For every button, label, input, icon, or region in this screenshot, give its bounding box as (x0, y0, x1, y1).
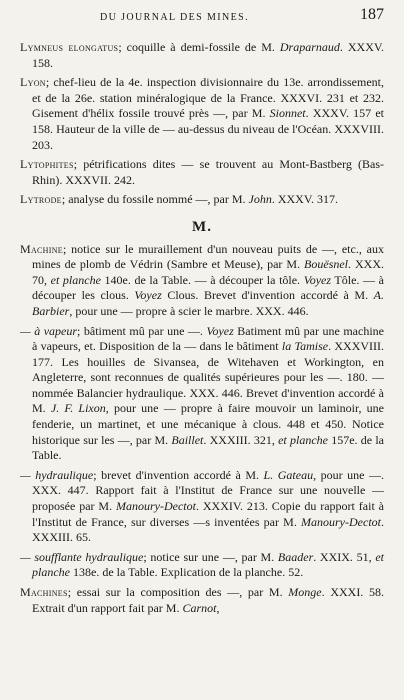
entry-text: Batiment mû par une machine à vapeurs, et. Disposition de la — dans le bâtiment (32, 323, 384, 354)
section-letter-m: M. (192, 218, 212, 235)
entry-ship: la Tamise (281, 339, 329, 354)
entry-author: John (248, 192, 272, 207)
entry-text: . XXXIII. 65. (32, 514, 384, 545)
entry-text: ; chef-lieu de la 4e. inspection divisionnaire du 13e. arrondissement, et de la 26e. station minéralogique de la France. XXXVI. 231 et 232. Gisement d'hélix fossile trouvé près —, par M. (32, 75, 384, 121)
entry-author: Manoury-Dectot (301, 514, 381, 529)
page-number: 187 (360, 6, 384, 23)
entry-text: . XXXIII. 321, (203, 432, 279, 447)
running-head: DU JOURNAL DES MINES. (100, 12, 250, 23)
entry-voyez: Voyez (303, 272, 332, 287)
entry-term: Lyon (20, 75, 46, 90)
entry-voyez: Voyez (206, 323, 234, 338)
entry-ref: . XXXV. 317. (271, 192, 338, 207)
entry-text: ; bâtiment mû par une —. (77, 323, 207, 338)
index-entry-machine-soufflante (20, 550, 384, 581)
entry-text: ; essai sur la composition des —, par M. (67, 585, 289, 599)
entry-author: L. Gateau (263, 467, 314, 482)
entry-author: Manoury-Dectot (116, 499, 196, 514)
index-entry-lyon (20, 75, 384, 153)
entry-text: , (216, 600, 220, 615)
entry-text: . XXX. 70, (32, 257, 384, 287)
page-header (0, 6, 404, 26)
entry-author: Carnot (182, 600, 217, 615)
entry-text: , pour une —. XXX. 447. Rapport fait à l'Institut de France sur une nouvelle — proposée par M. (32, 467, 385, 514)
index-entry-lytrode (20, 192, 384, 208)
entry-author: Bouësnel (304, 257, 349, 272)
entry-term: Machine (20, 241, 63, 256)
entry-planche: et planche (32, 549, 384, 580)
index-entry-machine (20, 242, 384, 320)
entry-term: Machines (20, 585, 68, 599)
entry-text: 157e. de la Table. (32, 432, 384, 463)
entry-text: ; coquille à demi-fossile de M. (118, 40, 280, 54)
index-entry-machine-vapeur (20, 324, 384, 464)
entry-text: , pour une — propre à scier le marbre. XXX. 446. (69, 303, 309, 318)
entry-author: A. Barbier (32, 288, 385, 318)
entry-text: . XXXI. 58. Extrait d'un rapport fait par M. (32, 585, 385, 615)
entry-text: . XXXIV. 213. Copie du rapport fait à l'Institut de France, sur diverses —s inventées par M. (32, 499, 384, 529)
entry-author: Baader (277, 549, 314, 564)
index-entry-machines (20, 585, 384, 616)
entry-author: Sionnet (269, 106, 306, 121)
entry-text: ; pétrifications dites — se trouvent au Mont-Bastberg (Bas-Rhin). XXXVII. 242. (32, 157, 384, 187)
entry-author: Baillet (171, 432, 204, 447)
entry-subterm: — soufflante hydraulique (20, 549, 144, 564)
entry-text: 138e. de la Table. Explication de la planche. 52. (70, 565, 304, 580)
entry-author: Draparnaud (279, 40, 340, 54)
entry-planche: et planche (50, 272, 101, 287)
entry-term: Lytophites (20, 157, 74, 172)
entry-voyez: Voyez (134, 288, 162, 303)
entry-term: Lytrode (20, 192, 62, 207)
entry-text: . XXIX. 51, (313, 549, 376, 564)
entry-subterm: — à vapeur (20, 323, 78, 338)
entry-planche: et planche (278, 432, 328, 447)
index-entry-machine-hydraulique (20, 468, 384, 546)
index-content (20, 40, 384, 620)
entry-text: ; notice sur une —, par M. (143, 549, 278, 564)
index-entry-lymneus (20, 40, 384, 71)
entry-text: 140e. de la Table. — à découper la tôle. (100, 272, 304, 287)
entry-author: J. F. Lixon (50, 401, 106, 416)
index-entry-lytophites (20, 157, 384, 188)
entry-text: . XXXVIII. 177. Les houilles de Sivansea, de Witehaven et Workington, en Angleterre, sont reconnues de qualités supérieures pour les —. 180. — nommée Balancier hydraulique. XXX. 446. Brevet d'invention accordé à M. (32, 339, 385, 416)
entry-text: Tôle. — à découper les clous. (32, 272, 384, 303)
entry-subterm: — hydraulique (20, 467, 94, 482)
entry-author: Monge (288, 585, 322, 599)
entry-text: ; analyse du fossile nommé —, par M. (61, 192, 249, 207)
entry-text: ; brevet d'invention accordé à M. (93, 467, 264, 482)
entry-ref: . XXXV. 157 et 158. Hauteur de la ville de — au-dessus du niveau de l'Océan. XXXVIII. 203. (32, 106, 384, 152)
entry-text: ; notice sur le muraillement d'un nouveau puits de —, etc., aux mines de plomb de Védrin (Sambre et Meuse), par M. (32, 241, 384, 272)
entry-ref: . XXXV. 158. (32, 40, 384, 70)
entry-term: Lymneus elongatus (20, 40, 119, 54)
entry-text: , pour une — propre à faire mouvoir un laminoir, une fenderie, un martinet, et une mécanique à clous. 448 et 450. Notice historique sur les —, par M. (32, 401, 384, 447)
entry-text: Clous. Brevet d'invention accordé à M. (161, 288, 374, 303)
